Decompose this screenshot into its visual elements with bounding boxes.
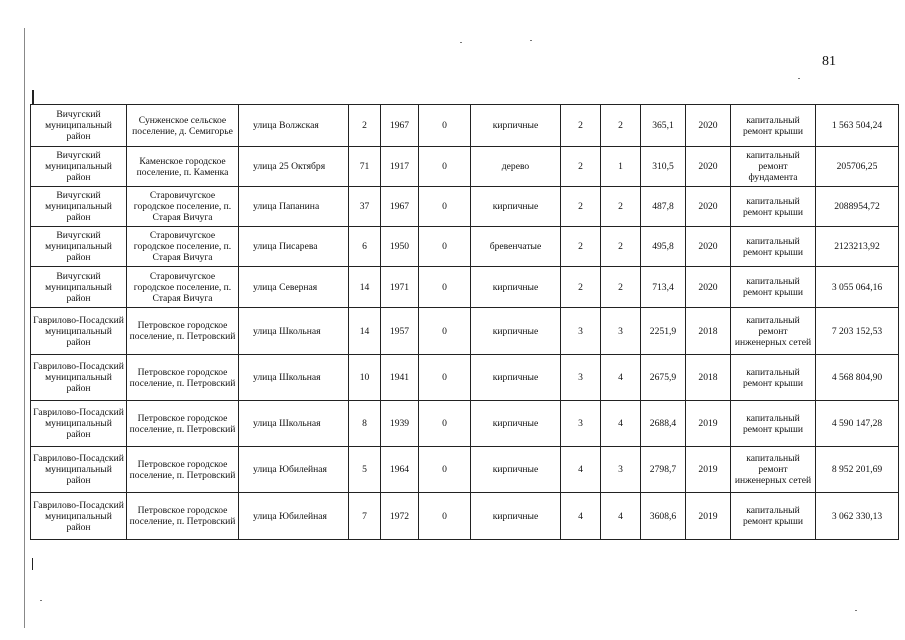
cell-year: 1967 [381, 105, 419, 147]
table-row [31, 493, 899, 540]
cell-floors: 2 [561, 187, 601, 227]
cell-settlement: Сунженское сельское поселение, д. Семигорье [127, 105, 239, 147]
cell-work-type: капитальный ремонт крыши [731, 105, 816, 147]
cell-work-type: капитальный ремонт крыши [731, 401, 816, 447]
cell-plan-year: 2019 [686, 401, 731, 447]
cell-house: 6 [349, 227, 381, 267]
cell-work-type: капитальный ремонт крыши [731, 187, 816, 227]
cell-settlement: Старовичугское городское поселение, п. Старая Вичуга [127, 187, 239, 227]
cell-district: Вичугский муниципальный район [31, 227, 127, 267]
cell-flag: 0 [419, 308, 471, 355]
cell-plan-year: 2019 [686, 447, 731, 493]
cell-district: Гаврилово-Посадский муниципальный район [31, 355, 127, 401]
cell-area: 2798,7 [641, 447, 686, 493]
table-row [31, 447, 899, 493]
cell-year: 1917 [381, 147, 419, 187]
cell-floors: 2 [561, 227, 601, 267]
cell-floors: 3 [561, 401, 601, 447]
cell-house: 5 [349, 447, 381, 493]
cell-plan-year: 2020 [686, 267, 731, 308]
cell-settlement: Петровское городское поселение, п. Петровский [127, 355, 239, 401]
page-number: 81 [822, 54, 836, 69]
cell-wall-material: кирпичные [471, 355, 561, 401]
scan-speck [855, 610, 857, 611]
cell-district: Вичугский муниципальный район [31, 187, 127, 227]
cell-area: 713,4 [641, 267, 686, 308]
scan-margin-line [24, 28, 25, 628]
cell-plan-year: 2018 [686, 355, 731, 401]
cell-house: 37 [349, 187, 381, 227]
cell-year: 1939 [381, 401, 419, 447]
cell-district: Гаврилово-Посадский муниципальный район [31, 447, 127, 493]
cell-settlement: Старовичугское городское поселение, п. Старая Вичуга [127, 227, 239, 267]
table-body [31, 105, 899, 540]
cell-work-type: капитальный ремонт инженерных сетей [731, 447, 816, 493]
cell-street: улица Юбилейная [239, 493, 349, 540]
cell-settlement: Каменское городское поселение, п. Каменка [127, 147, 239, 187]
cell-area: 310,5 [641, 147, 686, 187]
table-row [31, 147, 899, 187]
cell-cost: 1 563 504,24 [816, 105, 899, 147]
cell-house: 10 [349, 355, 381, 401]
cell-plan-year: 2018 [686, 308, 731, 355]
cell-area: 3608,6 [641, 493, 686, 540]
scan-speck [798, 78, 800, 79]
table-row [31, 267, 899, 308]
cell-settlement: Петровское городское поселение, п. Петровский [127, 401, 239, 447]
cell-area: 2688,4 [641, 401, 686, 447]
cell-plan-year: 2019 [686, 493, 731, 540]
cell-work-type: капитальный ремонт инженерных сетей [731, 308, 816, 355]
cell-wall-material: кирпичные [471, 187, 561, 227]
cell-plan-year: 2020 [686, 147, 731, 187]
cell-settlement: Петровское городское поселение, п. Петровский [127, 447, 239, 493]
scan-mark [32, 558, 33, 570]
cell-street: улица Юбилейная [239, 447, 349, 493]
cell-flag: 0 [419, 147, 471, 187]
cell-entrances: 2 [601, 227, 641, 267]
scan-mark [32, 90, 34, 104]
cell-settlement: Петровское городское поселение, п. Петровский [127, 493, 239, 540]
cell-street: улица Школьная [239, 308, 349, 355]
cell-entrances: 1 [601, 147, 641, 187]
cell-flag: 0 [419, 401, 471, 447]
cell-work-type: капитальный ремонт фундамента [731, 147, 816, 187]
cell-settlement: Старовичугское городское поселение, п. Старая Вичуга [127, 267, 239, 308]
cell-entrances: 2 [601, 187, 641, 227]
cell-house: 71 [349, 147, 381, 187]
cell-street: улица Папанина [239, 187, 349, 227]
cell-district: Гаврилово-Посадский муниципальный район [31, 308, 127, 355]
cell-work-type: капитальный ремонт крыши [731, 493, 816, 540]
table-row [31, 401, 899, 447]
cell-area: 495,8 [641, 227, 686, 267]
cell-flag: 0 [419, 105, 471, 147]
cell-plan-year: 2020 [686, 187, 731, 227]
cell-entrances: 4 [601, 493, 641, 540]
cell-floors: 2 [561, 105, 601, 147]
cell-district: Вичугский муниципальный район [31, 147, 127, 187]
cell-district: Гаврилово-Посадский муниципальный район [31, 493, 127, 540]
cell-entrances: 3 [601, 308, 641, 355]
cell-flag: 0 [419, 493, 471, 540]
cell-floors: 2 [561, 267, 601, 308]
cell-district: Вичугский муниципальный район [31, 105, 127, 147]
cell-wall-material: кирпичные [471, 308, 561, 355]
scan-speck [40, 600, 42, 601]
housing-repair-table [30, 104, 899, 540]
table-row [31, 355, 899, 401]
cell-floors: 3 [561, 355, 601, 401]
cell-flag: 0 [419, 355, 471, 401]
cell-house: 8 [349, 401, 381, 447]
cell-floors: 4 [561, 447, 601, 493]
cell-plan-year: 2020 [686, 227, 731, 267]
cell-area: 2675,9 [641, 355, 686, 401]
cell-year: 1957 [381, 308, 419, 355]
cell-work-type: капитальный ремонт крыши [731, 267, 816, 308]
cell-flag: 0 [419, 447, 471, 493]
table-row [31, 227, 899, 267]
cell-year: 1971 [381, 267, 419, 308]
cell-house: 14 [349, 267, 381, 308]
cell-wall-material: кирпичные [471, 401, 561, 447]
cell-entrances: 3 [601, 447, 641, 493]
cell-cost: 205706,25 [816, 147, 899, 187]
cell-house: 14 [349, 308, 381, 355]
table-row [31, 308, 899, 355]
cell-district: Вичугский муниципальный район [31, 267, 127, 308]
cell-district: Гаврилово-Посадский муниципальный район [31, 401, 127, 447]
cell-area: 365,1 [641, 105, 686, 147]
cell-floors: 3 [561, 308, 601, 355]
cell-wall-material: бревенчатые [471, 227, 561, 267]
cell-year: 1972 [381, 493, 419, 540]
cell-cost: 2088954,72 [816, 187, 899, 227]
cell-wall-material: кирпичные [471, 493, 561, 540]
cell-cost: 2123213,92 [816, 227, 899, 267]
cell-cost: 4 568 804,90 [816, 355, 899, 401]
cell-work-type: капитальный ремонт крыши [731, 355, 816, 401]
cell-street: улица Волжская [239, 105, 349, 147]
cell-entrances: 2 [601, 105, 641, 147]
cell-wall-material: кирпичные [471, 105, 561, 147]
cell-year: 1967 [381, 187, 419, 227]
cell-plan-year: 2020 [686, 105, 731, 147]
cell-street: улица 25 Октября [239, 147, 349, 187]
cell-entrances: 4 [601, 401, 641, 447]
cell-area: 2251,9 [641, 308, 686, 355]
table-row [31, 105, 899, 147]
table-row [31, 187, 899, 227]
cell-flag: 0 [419, 267, 471, 308]
cell-year: 1941 [381, 355, 419, 401]
cell-cost: 8 952 201,69 [816, 447, 899, 493]
cell-cost: 7 203 152,53 [816, 308, 899, 355]
cell-cost: 3 062 330,13 [816, 493, 899, 540]
scan-speck [460, 42, 462, 43]
cell-floors: 2 [561, 147, 601, 187]
cell-flag: 0 [419, 227, 471, 267]
cell-street: улица Северная [239, 267, 349, 308]
cell-work-type: капитальный ремонт крыши [731, 227, 816, 267]
cell-year: 1950 [381, 227, 419, 267]
cell-cost: 4 590 147,28 [816, 401, 899, 447]
cell-wall-material: кирпичные [471, 447, 561, 493]
cell-street: улица Школьная [239, 401, 349, 447]
cell-entrances: 2 [601, 267, 641, 308]
cell-year: 1964 [381, 447, 419, 493]
cell-street: улица Школьная [239, 355, 349, 401]
cell-wall-material: кирпичные [471, 267, 561, 308]
cell-cost: 3 055 064,16 [816, 267, 899, 308]
cell-entrances: 4 [601, 355, 641, 401]
cell-street: улица Писарева [239, 227, 349, 267]
cell-wall-material: дерево [471, 147, 561, 187]
cell-house: 2 [349, 105, 381, 147]
cell-area: 487,8 [641, 187, 686, 227]
cell-house: 7 [349, 493, 381, 540]
cell-flag: 0 [419, 187, 471, 227]
cell-settlement: Петровское городское поселение, п. Петровский [127, 308, 239, 355]
scan-speck [530, 40, 532, 41]
cell-floors: 4 [561, 493, 601, 540]
